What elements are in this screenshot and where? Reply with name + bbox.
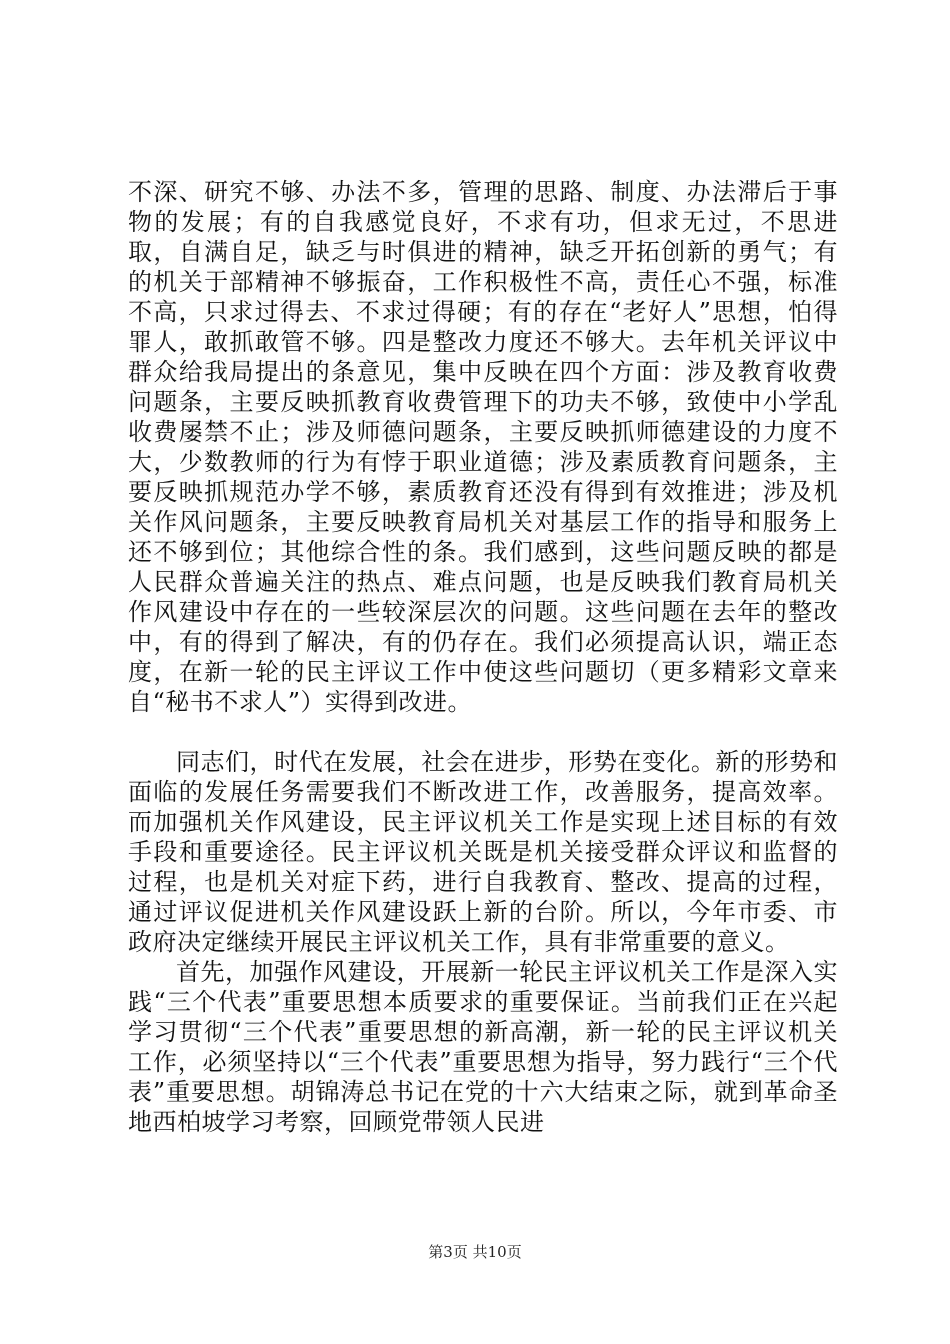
body-text bbox=[128, 177, 838, 1137]
paragraph-continued: 不深、研究不够、办法不多，管理的思路、制度、办法滞后于事物的发展；有的自我感觉良好，不求有功，但求无过，不思进取，自满自足，缺乏与时俱进的精神，缺乏开拓创新的勇气；有的机关于部精神不够振奋，工作积极性不高，责任心不强，标准不高，只求过得去、不求过得硬；有的存在“老好人”思想，怕得罪人，敢抓敢管不够。四是整改力度还不够大。去年机关评议中群众给我局提出的条意见，集中反映在四个方面：涉及教育收费问题条，主要反映抓教育收费管理下的功夫不够，致使中小学乱收费屡禁不止；涉及师德问题条，主要反映抓师德建设的力度不大，少数教师的行为有悖于职业道德；涉及素质教育问题条，主要反映抓规范办学不够，素质教育还没有得到有效推进；涉及机关作风问题条，主要反映教育局机关对基层工作的指导和服务上还不够到位；其他综合性的条。我们感到，这些问题反映的都是人民群众普遍关注的热点、难点问题，也是反映我们教育局机关作风建设中存在的一些较深层次的问题。这些问题在去年的整改中，有的得到了解决，有的仍存在。我们必须提高认识，端正态度，在新一轮的民主评议工作中使这些问题切（更多精彩文章来自“秘书不求人”）实得到改进。 bbox=[128, 178, 838, 716]
page-footer: 第3页 共10页 bbox=[428, 1243, 522, 1261]
paragraph-first-point: 首先，加强作风建设，开展新一轮民主评议机关工作是深入实践“三个代表”重要思想本质要求的重要保证。当前我们正在兴起学习贯彻“三个代表”重要思想的新高潮，新一轮的民主评议机关工作，必须坚持以“三个代表”重要思想为指导，努力践行“三个代表”重要思想。胡锦涛总书记在党的十六大结束之际，就到革命圣地西柏坡学习考察，回顾党带领人民进 bbox=[128, 958, 838, 1136]
paragraph-times-changing: 同志们，时代在发展，社会在进步，形势在变化。新的形势和面临的发展任务需要我们不断改进工作，改善服务，提高效率。而加强机关作风建设，民主评议机关工作是实现上述目标的有效手段和重要途径。民主评议机关既是机关接受群众评议和监督的过程，也是机关对症下药，进行自我教育、整改、提高的过程，通过评议促进机关作风建设跃上新的台阶。所以，今年市委、市政府决定继续开展民主评议机关工作，具有非常重要的意义。 bbox=[128, 748, 838, 956]
paragraph-spacer bbox=[128, 717, 838, 747]
